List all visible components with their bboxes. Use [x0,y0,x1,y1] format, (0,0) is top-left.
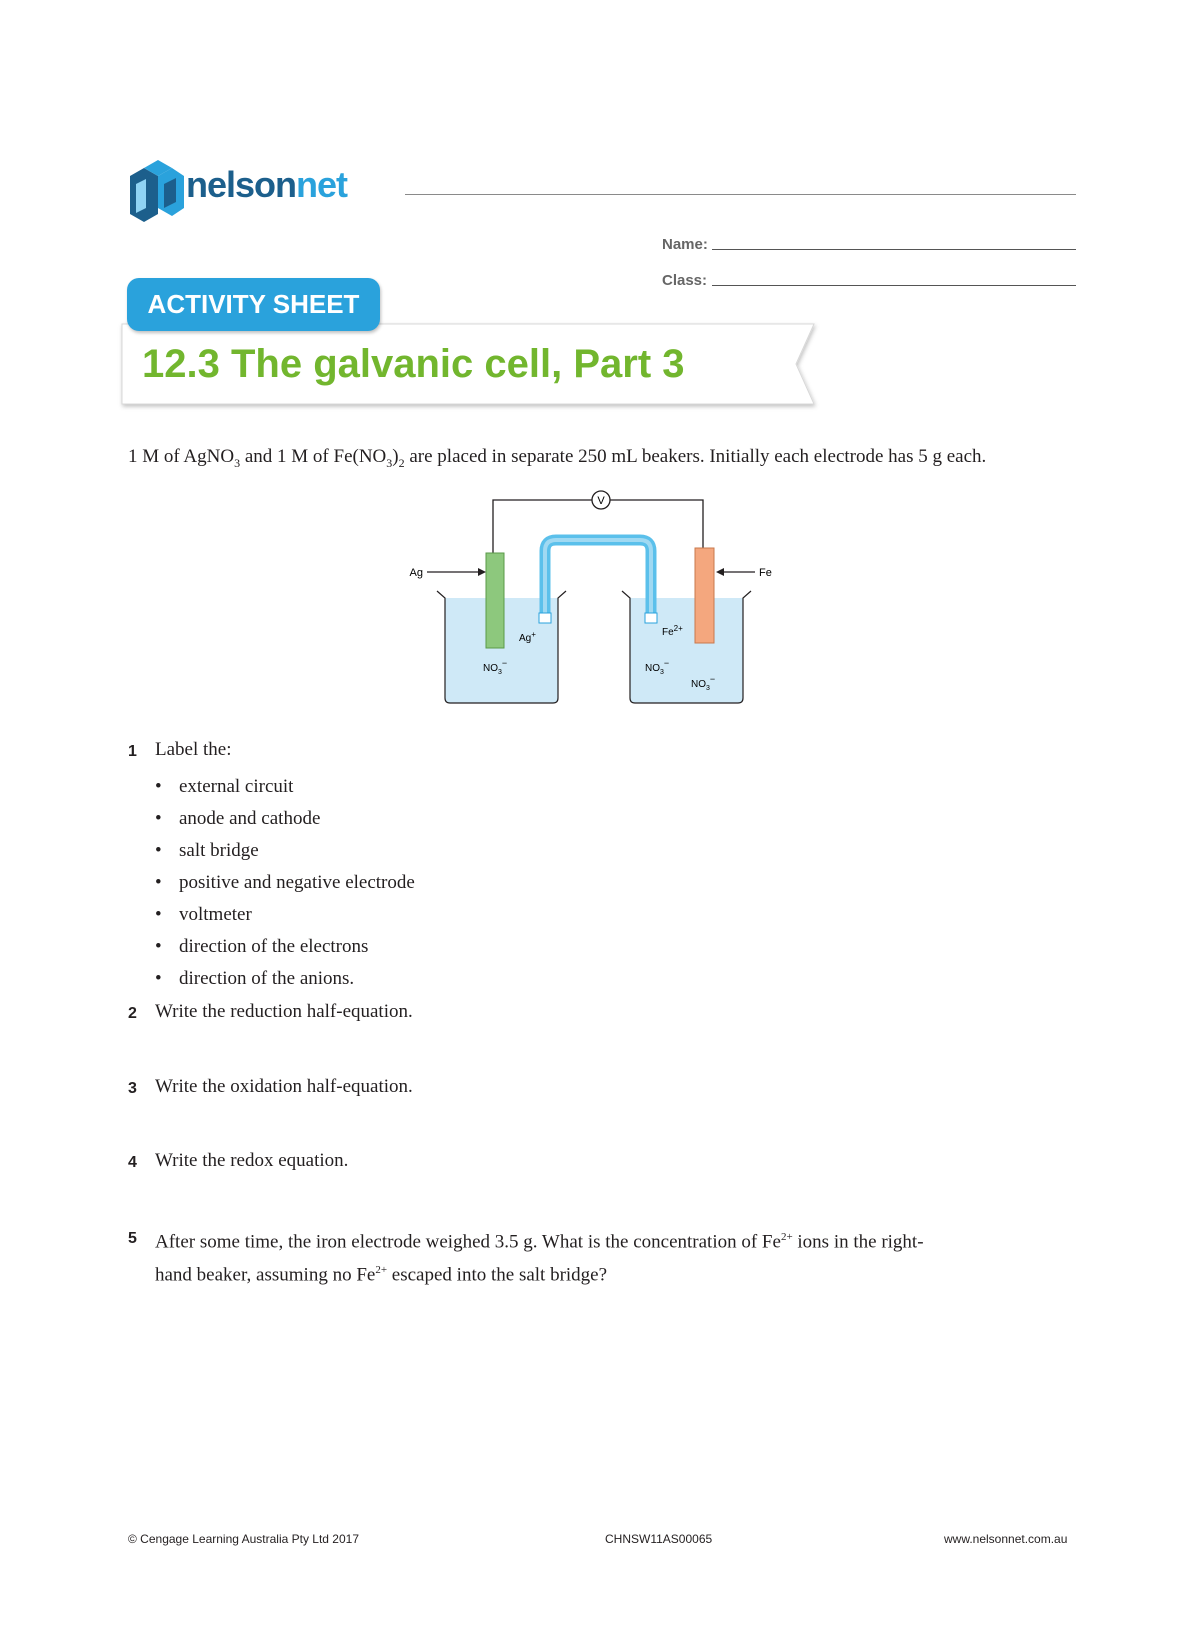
nitrate-ion-label: $NO_3-$ [645,658,670,676]
page-title: 12.3 The galvanic cell, Part 3 [142,342,685,386]
header-rule [405,194,1076,195]
class-field[interactable] [712,285,1076,286]
question-number: 5 [128,1230,137,1247]
question-text: Label the: [155,739,232,760]
nitrate-ion-label: $NO_3-$ [483,658,508,676]
fe-electrode-label: Fe [759,567,772,579]
question-number: 4 [128,1154,137,1171]
list-item: • direction of the electrons [155,936,369,957]
question-text: Write the reduction half-equation. [155,1001,413,1022]
question-number: 3 [128,1080,137,1097]
question-text: Write the redox equation. [155,1150,349,1171]
list-item: • external circuit [155,776,294,797]
fe-electrode [695,548,714,643]
list-item: • voltmeter [155,904,252,925]
list-item: • positive and negative electrode [155,872,415,893]
intro-paragraph: 1 M of AgNO$_3$ and 1 M of $Fe(NO_3)_2$ are placed in separate 250 mL beakers. Initially each electrode has 5 g each. [128,446,987,470]
ag-ion-label: Ag+ [519,630,536,644]
galvanic-cell-diagram [409,483,775,708]
fe-ion-label: $Fe^{2+}$ [662,624,683,638]
question-number: 2 [128,1005,137,1022]
question-text: Write the oxidation half-equation. [155,1076,413,1097]
voltmeter-label: V [597,495,605,507]
list-item: • salt bridge [155,840,259,861]
list-item: • anode and cathode [155,808,321,829]
activity-sheet-tag: ACTIVITY SHEET [127,278,380,331]
footer-url[interactable]: www.nelsonnet.com.au [944,1532,1068,1546]
footer-copyright: © Cengage Learning Australia Pty Ltd 2017 [128,1532,359,1546]
ag-arrow-icon [478,568,486,576]
nelsonnet-logo-icon [126,158,186,228]
question-number: 1 [128,743,137,760]
name-label: Name: [662,236,708,253]
question-text: After some time, the iron electrode weighed 3.5 g. What is the concentration of $Fe^{2+}$ ions in the right- hand beaker, assuming no $Fe^{2+}$ escaped into the salt bridge? [155,1231,924,1286]
list-item: • direction of the anions. [155,968,355,989]
class-label: Class: [662,272,708,289]
ag-electrode [486,553,504,648]
name-field[interactable] [712,249,1076,250]
fe-arrow-icon [716,568,724,576]
ag-electrode-label: Ag [409,567,423,579]
brand-wordmark: nelsonnet [186,164,348,205]
nitrate-ion-label: $NO_3-$ [691,674,716,692]
footer-code: CHNSW11AS00065 [605,1532,713,1546]
